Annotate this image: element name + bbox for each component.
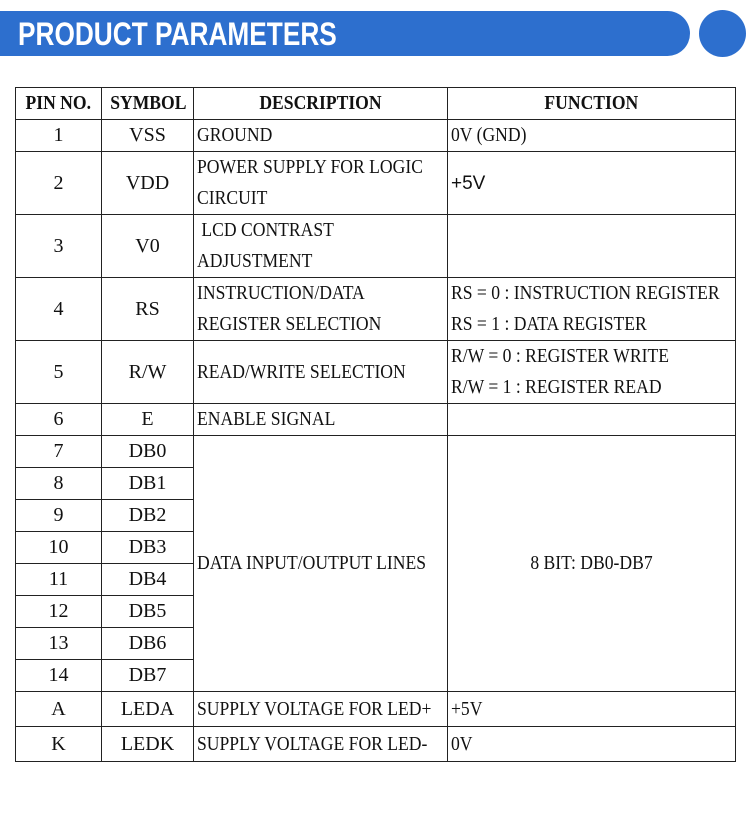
data-bus-function-cell: 8 BIT: DB0-DB7	[448, 436, 736, 692]
pin-cell: 1	[16, 120, 102, 152]
function-cell: RS = 0 : INSTRUCTION REGISTER RS = 1 : DATA REGISTER	[448, 278, 736, 341]
symbol-cell: VDD	[102, 152, 194, 215]
symbol-cell: DB6	[102, 628, 194, 660]
pin-cell: 11	[16, 564, 102, 596]
symbol-cell: DB1	[102, 468, 194, 500]
symbol-cell: DB4	[102, 564, 194, 596]
function-cell: 0V (GND)	[448, 120, 736, 152]
description-cell: POWER SUPPLY FOR LOGIC CIRCUIT	[194, 152, 448, 215]
function-cell: +5V	[448, 152, 736, 215]
symbol-cell: RS	[102, 278, 194, 341]
pin-cell: 7	[16, 436, 102, 468]
description-cell: INSTRUCTION/DATA REGISTER SELECTION	[194, 278, 448, 341]
decorative-circle	[699, 10, 746, 57]
pin-cell: 10	[16, 532, 102, 564]
pin-cell: 6	[16, 404, 102, 436]
pin-cell: 5	[16, 341, 102, 404]
description-cell: GROUND	[194, 120, 448, 152]
pin-cell: 2	[16, 152, 102, 215]
pin-cell: 4	[16, 278, 102, 341]
pin-cell: A	[16, 692, 102, 727]
table-row	[16, 152, 736, 215]
symbol-cell: E	[102, 404, 194, 436]
table-row	[16, 278, 736, 341]
description-cell: ENABLE SIGNAL	[194, 404, 448, 436]
pin-cell: 3	[16, 215, 102, 278]
symbol-cell: LEDA	[102, 692, 194, 727]
symbol-cell: VSS	[102, 120, 194, 152]
table-row	[16, 120, 736, 152]
table-row	[16, 436, 736, 468]
pin-cell: 13	[16, 628, 102, 660]
description-cell: READ/WRITE SELECTION	[194, 341, 448, 404]
data-bus-description-cell: DATA INPUT/OUTPUT LINES	[194, 436, 448, 692]
description-cell: SUPPLY VOLTAGE FOR LED+	[194, 692, 448, 727]
description-cell: LCD CONTRAST ADJUSTMENT	[194, 215, 448, 278]
table-row	[16, 215, 736, 278]
product-parameters-table	[15, 87, 736, 762]
function-cell: 0V	[448, 727, 736, 762]
table-row	[16, 692, 736, 727]
header-description: DESCRIPTION	[194, 88, 448, 120]
table-row	[16, 404, 736, 436]
symbol-cell: DB5	[102, 596, 194, 628]
pin-cell: 14	[16, 660, 102, 692]
pin-cell: 12	[16, 596, 102, 628]
symbol-cell: V0	[102, 215, 194, 278]
function-cell	[448, 215, 736, 278]
header-pin: PIN NO.	[16, 88, 102, 120]
header-function: FUNCTION	[448, 88, 736, 120]
header-symbol: SYMBOL	[102, 88, 194, 120]
table-row	[16, 727, 736, 762]
table-row	[16, 341, 736, 404]
pin-cell: 8	[16, 468, 102, 500]
function-cell: +5V	[448, 692, 736, 727]
header-banner	[0, 11, 690, 56]
symbol-cell: DB7	[102, 660, 194, 692]
pin-cell: 9	[16, 500, 102, 532]
description-cell: SUPPLY VOLTAGE FOR LED-	[194, 727, 448, 762]
symbol-cell: DB2	[102, 500, 194, 532]
symbol-cell: LEDK	[102, 727, 194, 762]
symbol-cell: R/W	[102, 341, 194, 404]
symbol-cell: DB0	[102, 436, 194, 468]
table-header-row	[16, 88, 736, 120]
page-title: PRODUCT PARAMETERS	[18, 16, 337, 52]
pin-cell: K	[16, 727, 102, 762]
function-cell	[448, 404, 736, 436]
function-cell: R/W = 0 : REGISTER WRITE R/W = 1 : REGISTER READ	[448, 341, 736, 404]
symbol-cell: DB3	[102, 532, 194, 564]
